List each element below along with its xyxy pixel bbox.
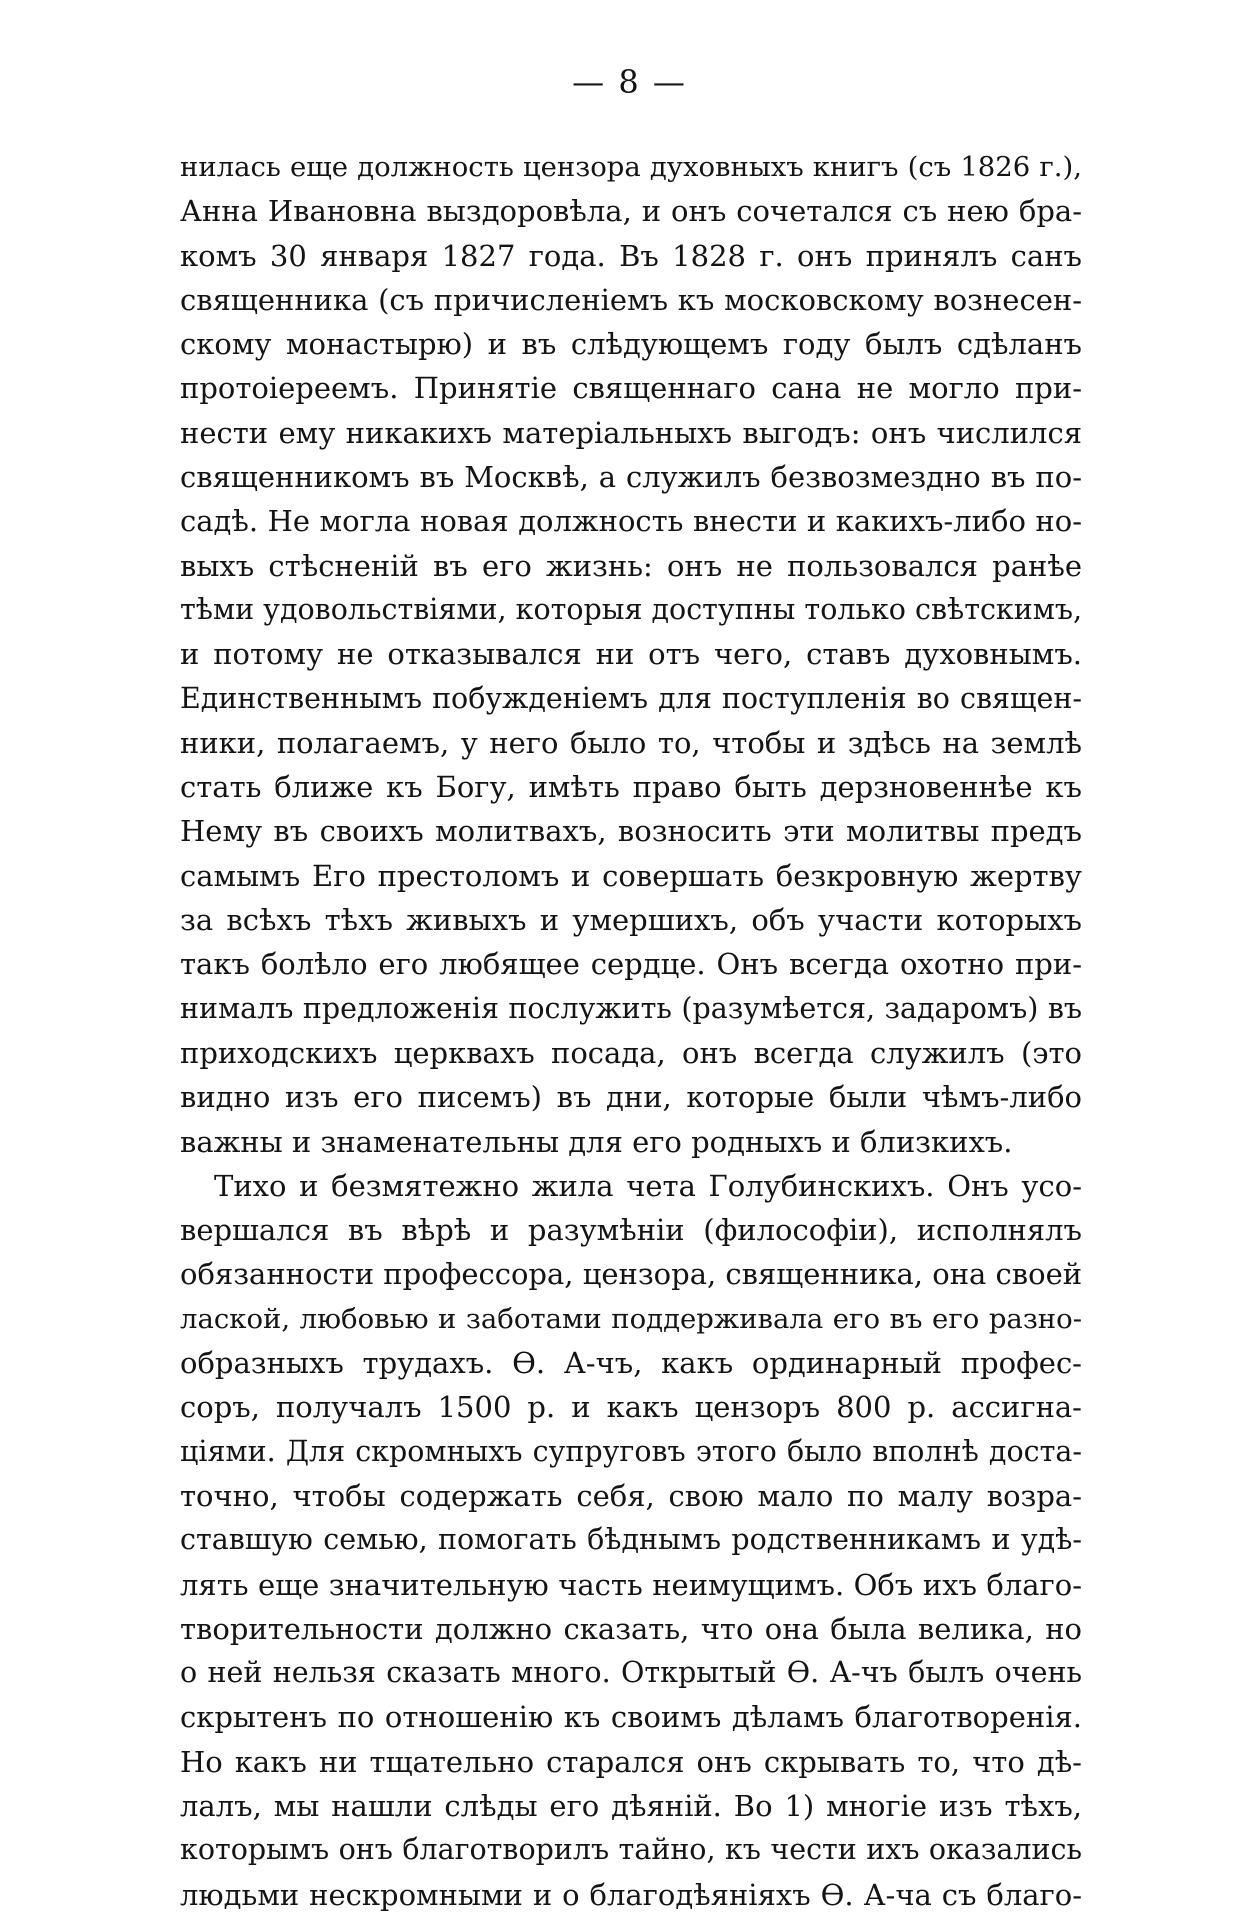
text-line: которымъ онъ благотворилъ тайно, къ чести ихъ оказались <box>180 1833 1082 1867</box>
text-line: нести ему никакихъ матеріальныхъ выгодъ: онъ числился <box>180 415 1082 450</box>
text-line: скому монастырю) и въ слѣдующемъ году былъ сдѣланъ <box>180 327 1082 362</box>
text-line: приходскихъ церквахъ посада, онъ всегда служилъ (это <box>180 1035 1082 1070</box>
text-line: вершался въ вѣрѣ и разумѣніи (философіи), исполнялъ <box>180 1213 1082 1248</box>
text-line: образныхъ трудахъ. Ѳ. А-чъ, какъ ординарный профес- <box>180 1346 1082 1381</box>
paragraph-1 <box>180 145 1082 1164</box>
text-line: Единственнымъ побужденіемъ для поступленія во священ- <box>180 681 1082 715</box>
paragraph-2 <box>180 1164 1082 1917</box>
text-line: лять еще значительную часть неимущимъ. Объ ихъ благо- <box>180 1567 1082 1602</box>
text-line: священника (съ причисленіемъ къ московскому вознесен- <box>180 282 1082 317</box>
text-line: скрытенъ по отношенію къ своимъ дѣламъ благотворенія. <box>180 1700 1082 1735</box>
text-line: нилась еще должность цензора духовныхъ книгъ (съ 1826 г.), <box>180 151 1082 183</box>
text-line: выхъ стѣсненій въ его жизнь: онъ не пользовался ранѣе <box>180 548 1082 583</box>
text-line: такъ болѣло его любящее сердце. Онъ всегда охотно при- <box>180 947 1082 982</box>
text-line: ники, полагаемъ, у него было то, чтобы и здѣсь на землѣ <box>180 725 1082 760</box>
text-line: о ней нельзя сказать много. Открытый Ѳ. А-чъ былъ очень <box>180 1656 1082 1690</box>
text-line: лалъ, мы нашли слѣды его дѣяній. Во 1) многіе изъ тѣхъ, <box>180 1788 1082 1823</box>
text-line: лаской, любовью и заботами поддерживала его въ его разно- <box>180 1302 1082 1335</box>
text-line: Тихо и безмятежно жила чета Голубинскихъ. Онъ усо- <box>214 1168 1082 1203</box>
text-line: священникомъ въ Москвѣ, а служилъ безвозмездно въ по- <box>180 460 1082 495</box>
text-line: протоіереемъ. Принятіе священнаго сана не могло при- <box>180 371 1082 406</box>
text-line: видно изъ его писемъ) въ дни, которые были чѣмъ-либо <box>180 1080 1082 1115</box>
text-line: и потому не отказывался ни отъ чего, ставъ духовнымъ. <box>180 637 1082 672</box>
text-line: людьми нескромными и о благодѣяніяхъ Ѳ. А-ча съ благо- <box>180 1877 1082 1912</box>
text-line: соръ, получалъ 1500 р. и какъ цензоръ 800 р. ассигна- <box>180 1390 1082 1425</box>
body-text <box>180 145 1082 1917</box>
text-line: садѣ. Не могла новая должность внести и какихъ-либо но- <box>180 504 1082 539</box>
text-line: стать ближе къ Богу, имѣть право быть дерзновеннѣе къ <box>180 770 1082 805</box>
text-line: важны и знаменательны для его родныхъ и близкихъ. <box>180 1124 1013 1159</box>
text-line: творительности должно сказать, что она была велика, но <box>180 1611 1082 1646</box>
text-line: точно, чтобы содержать себя, свою мало по малу возра- <box>180 1478 1082 1513</box>
text-line: тѣми удовольствіями, которыя доступны только свѣтскимъ, <box>180 592 1082 626</box>
text-line: обязанности профессора, цензора, священника, она своей <box>180 1257 1082 1292</box>
text-line: Нему въ своихъ молитвахъ, возносить эти молитвы предъ <box>180 814 1082 849</box>
text-line: Но какъ ни тщательно старался онъ скрывать то, что дѣ- <box>180 1744 1082 1779</box>
text-line: Анна Ивановна выздоровѣла, и онъ сочетался съ нею бра- <box>180 194 1082 229</box>
page-number: — 8 — <box>572 63 687 101</box>
text-line: ціями. Для скромныхъ супруговъ этого было вполнѣ доста- <box>180 1434 1082 1468</box>
text-line: нималъ предложенія послужить (разумѣется, задаромъ) въ <box>180 991 1082 1025</box>
text-line: комъ 30 января 1827 года. Въ 1828 г. онъ принялъ санъ <box>180 238 1082 273</box>
text-line: самымъ Его престоломъ и совершать безкровную жертву <box>180 858 1082 893</box>
text-line: ставшую семью, помогать бѣднымъ родственникамъ и удѣ- <box>180 1523 1082 1557</box>
text-line: за всѣхъ тѣхъ живыхъ и умершихъ, объ участи которыхъ <box>180 903 1082 938</box>
